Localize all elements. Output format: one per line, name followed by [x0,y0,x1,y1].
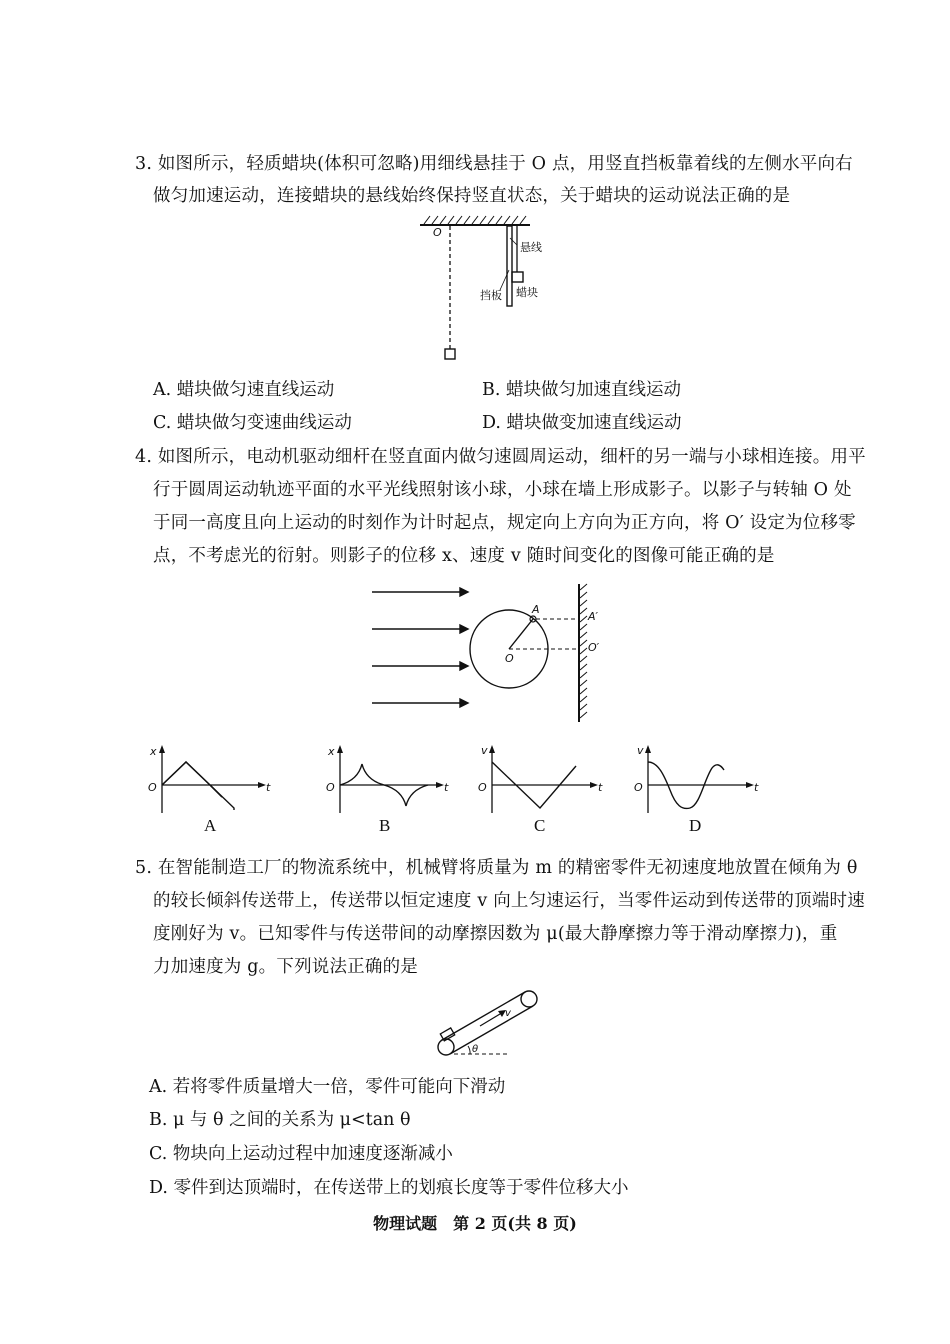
q4-stem-line-2: 行于圆周运动轨迹平面的水平光线照射该小球，小球在墙上形成影子。以影子与转轴 O 处 [153,480,852,500]
q5-label-v: v [505,1008,511,1019]
graph-a-y-label: x [150,745,157,758]
q5-option-b: B. μ 与 θ 之间的关系为 μ<tan θ [149,1110,411,1130]
graph-b-y-label: x [328,745,335,758]
q5-stem-line-3: 度刚好为 v。已知零件与传送带间的动摩擦因数为 μ(最大静摩擦力等于滑动摩擦力)，重 [153,924,838,944]
page-footer: 物理试题 第 2 页(共 8 页) [373,1214,577,1233]
q3-stem-line-1: 3. 如图所示，轻质蜡块(体积可忽略)用细线悬挂于 O 点，用竖直挡板靠着线的左侧水平向右 [135,154,853,174]
q3-option-b: B. 蜡块做匀加速直线运动 [482,380,681,400]
graph-a-origin: O [148,781,157,794]
graph-d-t-label: t [754,781,759,794]
q5-option-c: C. 物块向上运动过程中加速度逐渐减小 [149,1144,453,1164]
graph-a-label: A [204,816,217,835]
q3-label-o: O [433,226,442,239]
q3-label-board: 挡板 [480,289,502,302]
q5-stem-line-1: 5. 在智能制造工厂的物流系统中，机械臂将质量为 m 的精密零件无初速度地放置在倾角为 θ [135,858,858,878]
q3-label-wax: 蜡块 [516,286,538,299]
q5-option-d: D. 零件到达顶端时，在传送带上的划痕长度等于零件位移大小 [149,1178,629,1198]
q4-label-a-prime: A′ [588,610,599,623]
graph-c-label: C [534,816,546,835]
q4-stem-line-4: 点，不考虑光的衍射。则影子的位移 x、速度 v 随时间变化的图像可能正确的是 [153,546,775,566]
q5-stem-line-2: 的较长倾斜传送带上，传送带以恒定速度 v 向上匀速运行，当零件运动到传送带的顶端时速 [153,891,865,911]
graph-d-origin: O [634,781,643,794]
graph-a-t-label: t [266,781,271,794]
q3-option-d: D. 蜡块做变加速直线运动 [482,413,682,433]
q5-stem-line-4: 力加速度为 g。下列说法正确的是 [153,957,418,977]
graph-c-origin: O [478,781,487,794]
q5-label-theta: θ [472,1044,479,1055]
q4-label-a: A [532,603,540,616]
q3-option-c: C. 蜡块做匀变速曲线运动 [153,413,352,433]
graph-c-t-label: t [598,781,603,794]
q4-label-o: O [505,652,514,665]
q4-label-o-prime: O′ [588,641,600,654]
q3-stem-line-2: 做匀加速运动，连接蜡块的悬线始终保持竖直状态，关于蜡块的运动说法正确的是 [153,186,791,206]
q3-label-thread: 悬线 [520,241,542,254]
graph-d-y-label: v [637,744,644,757]
graph-b-t-label: t [444,781,449,794]
q4-stem-line-3: 于同一高度且向上运动的时刻作为计时起点，规定向上方向为正方向，将 O′ 设定为位移零 [153,513,856,533]
graph-d-label: D [689,816,702,835]
q5-option-a: A. 若将零件质量增大一倍，零件可能向下滑动 [149,1077,506,1097]
q3-option-a: A. 蜡块做匀速直线运动 [153,380,335,400]
graph-c-y-label: v [481,744,488,757]
q4-stem-line-1: 4. 如图所示，电动机驱动细杆在竖直面内做匀速圆周运动，细杆的另一端与小球相连接。用平 [135,447,866,467]
graph-b-origin: O [326,781,335,794]
graph-b-label: B [379,816,391,835]
